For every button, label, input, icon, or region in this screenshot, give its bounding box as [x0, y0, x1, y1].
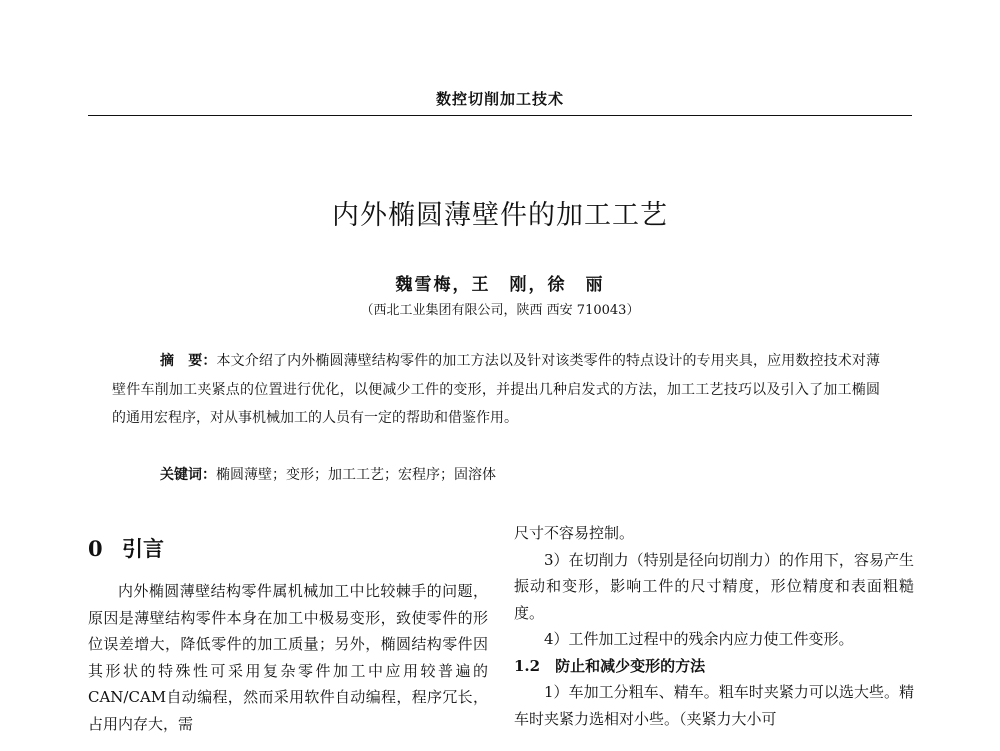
right-column [514, 520, 914, 732]
section-number: 0 [88, 536, 103, 561]
article-title: 内外椭圆薄壁件的加工工艺 [332, 200, 668, 231]
authors: 魏雪梅，王 刚，徐 丽 [395, 275, 605, 295]
keywords-text: 椭圆薄壁；变形；加工工艺；宏程序；固溶体 [216, 467, 496, 483]
subsection-heading [514, 653, 914, 680]
abstract [112, 347, 880, 433]
affiliation: （西北工业集团有限公司，陕西 西安 710043） [360, 303, 640, 318]
keywords [160, 461, 880, 489]
abstract-label: 摘 要： [160, 353, 217, 369]
intro-paragraph: 内外椭圆薄壁结构零件属机械加工中比较棘手的问题，原因是薄壁结构零件本身在加工中极易变形，致使零件的形位误差增大，降低零件的加工质量；另外，椭圆结构零件因其形状的特殊性可采用复杂零件加工中应用较普遍的CAN/CAM自动编程，然而采用软件自动编程，程序冗长，占用内存大，需 [88, 582, 488, 733]
continuation-text: 尺寸不容易控制。 [514, 524, 635, 542]
list-item-4: 4）工件加工过程中的残余内应力使工件变形。 [544, 630, 854, 648]
left-column [88, 520, 488, 737]
list-item-3: 3）在切削力（特别是径向切削力）的作用下，容易产生振动和变形，影响工件的尺寸精度，形位精度和表面粗糙度。 [514, 550, 914, 622]
keywords-label: 关键词： [160, 467, 216, 483]
subsection-number: 1.2 [514, 656, 541, 675]
list-item-1: 1）车加工分粗车、精车。粗车时夹紧力可以选大些。精车时夹紧力选相对小些。（夹紧力大小可 [514, 683, 914, 728]
subsection-title: 防止和减少变形的方法 [555, 656, 706, 675]
section-heading [88, 520, 488, 578]
section-title: 引言 [122, 536, 164, 561]
running-head: 数控切削加工技术 [435, 90, 564, 108]
abstract-text: 本文介绍了内外椭圆薄壁结构零件的加工方法以及针对该类零件的特点设计的专用夹具，应用数控技术对薄壁件车削加工夹紧点的位置进行优化，以便减少工件的变形，并提出几种启发式的方法，加工工艺技巧以及引入了加工椭圆的通用宏程序，对从事机械加工的人员有一定的帮助和借鉴作用。 [112, 353, 881, 426]
header-rule [88, 115, 912, 116]
